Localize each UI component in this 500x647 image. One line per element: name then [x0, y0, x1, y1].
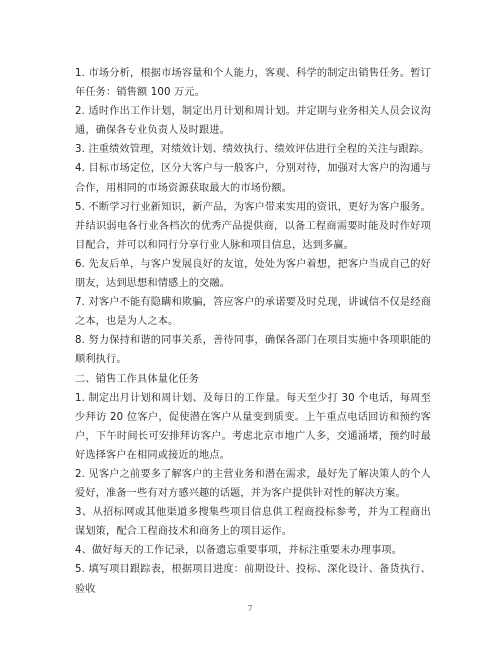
paragraph-continuous-learning: 5. 不断学习行业新知识，新产品，为客户带来实用的资讯，更好为客户服务。并结识弱电各行业各档次的优秀产品提供商，以备工程商需要时能及时作好项目配合，并可以和同行分享行业人脉和项目信息，达到多赢。: [75, 201, 431, 251]
document-body: [75, 64, 431, 599]
paragraph-client-research: 2. 见客户之前要多了解客户的主营业务和潜在需求，最好先了解决策人的个人爱好，准备一些有对方感兴趣的话题，并为客户提供针对性的解决方案。: [75, 468, 431, 500]
paragraph-project-information: 3、从招标网或其他渠道多搜集些项目信息供工程商投标参考，并为工程商出谋划策，配合工程商技术和商务上的项目运作。: [75, 507, 431, 538]
paragraph-honesty: 7. 对客户不能有隐瞒和欺骗，答应客户的承诺要及时兑现，讲诚信不仅是经商之本，也是为人之本。: [75, 297, 431, 328]
paragraph-target-market: 4. 目标市场定位，区分大客户与一般客户，分别对待，加强对大客户的沟通与合作，用相同的市场资源获取最大的市场份额。: [75, 163, 431, 194]
paragraph-colleague-relations: 8. 努力保持和谐的同事关系，善待同事，确保各部门在项目实施中各项职能的顺利执行。: [75, 335, 431, 366]
paragraph-work-plan: 2. 适时作出工作计划，制定出月计划和周计划。并定期与业务相关人员会议沟通，确保各专业负责人及时跟进。: [75, 106, 431, 137]
paragraph-market-analysis: 1. 市场分析，根据市场容量和个人能力，客观、科学的制定出销售任务。暂订年任务：销售额 100 万元。: [75, 68, 431, 99]
paragraph-daily-workload: 1. 制定出月计划和周计划、及每日的工作量。每天至少打 30 个电话，每周至少拜访 20 位客户，促使潜在客户从量变到质变。上午重点电话回访和预约客户，下午时间长可安排拜访客户。考虑北京市地广人多，交通涌堵，预约时最好选择客户在相同或接近的地点。: [75, 392, 431, 461]
paragraph-performance-management: 3. 注重绩效管理，对绩效计划、绩效执行、绩效评估进行全程的关注与跟踪。: [75, 144, 430, 156]
paragraph-work-records: 4、做好每天的工作记录，以备遗忘重要事项，并标注重要未办理事项。: [75, 545, 403, 557]
paragraph-friendship-first: 6. 先友后单，与客户发展良好的友谊，处处为客户着想，把客户当成自己的好朋友，达到思想和情感上的交融。: [75, 258, 431, 290]
page-number: 7: [247, 604, 253, 613]
section-heading-quantified-tasks: 二、销售工作具体量化任务: [75, 373, 200, 385]
paragraph-project-tracking: 5. 填写项目跟踪表，根据项目进度：前期设计、投标、深化设计、备货执行、验收: [75, 564, 431, 595]
